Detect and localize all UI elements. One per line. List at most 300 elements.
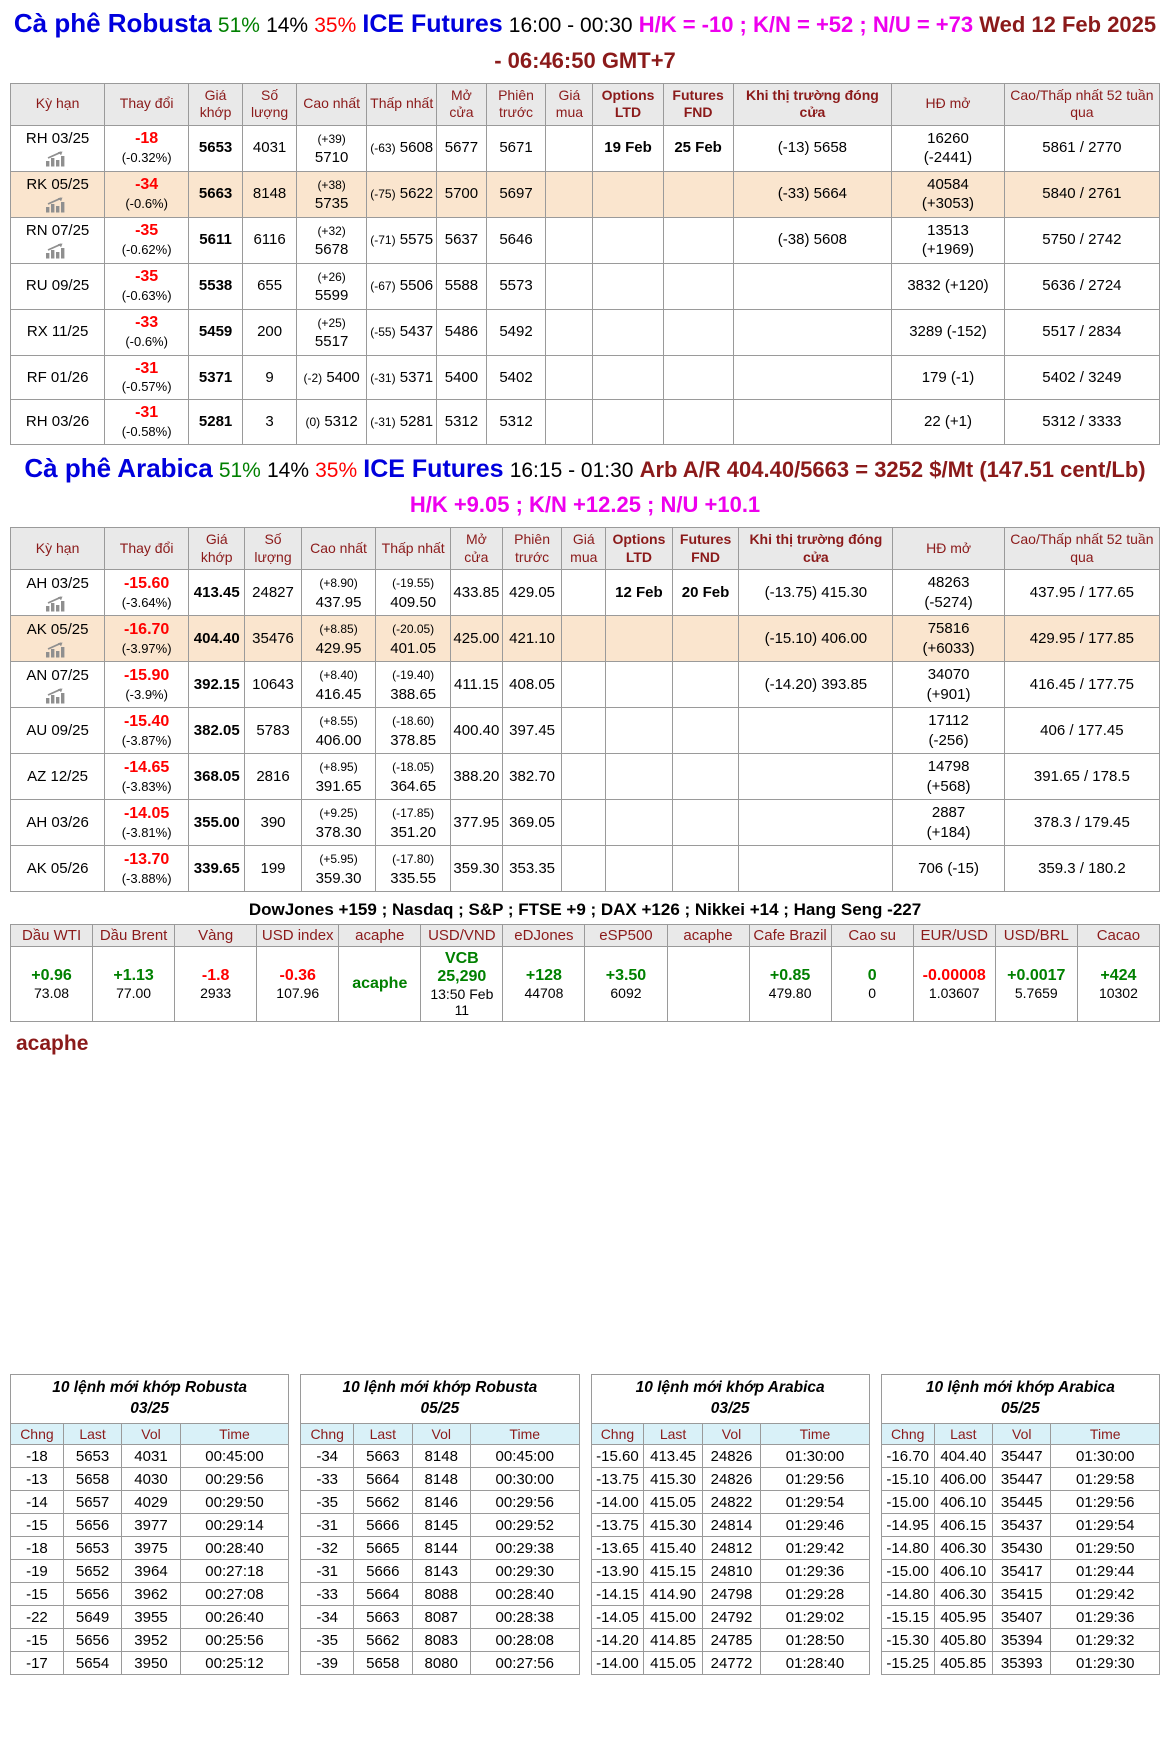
change-pct: (-3.9%) — [125, 686, 168, 702]
last-cell: 415.15 — [644, 1560, 702, 1583]
low-change: (-18.60) — [392, 714, 435, 729]
arabica-pct-green: 51% — [218, 458, 261, 482]
robusta-table — [10, 83, 1160, 445]
last-cell: 413.45 — [644, 1445, 702, 1468]
last-cell: 368.05 — [189, 754, 245, 800]
contract-label: AK 05/25 — [26, 621, 89, 639]
misc-cell — [11, 947, 93, 1022]
misc-value: 73.08 — [34, 985, 70, 1002]
trades-cols-row — [591, 1424, 869, 1445]
time-cell: 00:28:38 — [470, 1606, 579, 1629]
buy-cell — [562, 662, 606, 708]
col-time: Time — [470, 1424, 579, 1445]
last-cell: 5656 — [63, 1629, 121, 1652]
open-cell: 388.20 — [451, 754, 503, 800]
high-value: 359.30 — [315, 869, 362, 887]
vol-cell: 35437 — [993, 1514, 1051, 1537]
high-change: (+25) — [317, 315, 346, 330]
high-value: 5400 — [326, 368, 360, 386]
misc-cell — [93, 947, 175, 1022]
contract-cell — [11, 263, 105, 309]
last-cell: 339.65 — [189, 846, 245, 892]
market-summary-header-row — [11, 925, 1160, 947]
chng-cell: -14.00 — [591, 1491, 644, 1514]
contract-cell — [11, 355, 105, 400]
last-cell: 5371 — [189, 355, 243, 400]
last-cell: 5665 — [354, 1537, 412, 1560]
trades-row — [301, 1537, 579, 1560]
arabica-exchange: ICE Futures — [363, 454, 504, 483]
change-value: -15.90 — [123, 667, 170, 685]
last-cell: 5653 — [189, 125, 243, 171]
chng-cell: -16.70 — [881, 1445, 934, 1468]
col-cao-nhat: Cao nhất — [301, 528, 376, 570]
volume-cell: 200 — [243, 309, 297, 355]
col-phien-truoc: Phiên trước — [486, 83, 546, 125]
time-cell: 00:25:12 — [180, 1652, 289, 1675]
last-cell: 382.05 — [189, 708, 245, 754]
col-futures-fnd: Futures FND — [672, 528, 739, 570]
col-vol: Vol — [993, 1424, 1051, 1445]
open-interest-cell: 2887 (+184) — [893, 800, 1004, 846]
chng-cell: -33 — [301, 1468, 354, 1491]
last-cell: 5281 — [189, 400, 243, 445]
prev-cell: 369.05 — [502, 800, 562, 846]
time-cell: 01:29:50 — [1051, 1537, 1160, 1560]
futures-fnd-cell: 20 Feb — [672, 570, 739, 616]
open-cell: 411.15 — [451, 662, 503, 708]
high-change: (+9.25) — [319, 806, 358, 821]
arabica-pct-mid: 14% — [266, 458, 309, 482]
misc-cell — [421, 947, 503, 1022]
col-futures-fnd: Futures FND — [663, 83, 733, 125]
misc-cell — [749, 947, 831, 1022]
last-cell: 355.00 — [189, 800, 245, 846]
col-thap-nhat: Thấp nhất — [367, 83, 437, 125]
open-cell: 377.95 — [451, 800, 503, 846]
buy-cell — [546, 217, 593, 263]
trades-row — [301, 1606, 579, 1629]
last-cell: 406.10 — [934, 1491, 992, 1514]
time-cell: 00:28:08 — [470, 1629, 579, 1652]
time-cell: 00:45:00 — [180, 1445, 289, 1468]
change-pct: (-3.97%) — [121, 640, 172, 656]
low-cell — [376, 662, 451, 708]
last-cell: 5663 — [189, 171, 243, 217]
time-cell: 00:27:18 — [180, 1560, 289, 1583]
change-value: -14.65 — [123, 759, 170, 777]
misc-label: Dầu WTI — [11, 925, 93, 947]
open-cell: 425.00 — [451, 616, 503, 662]
vol-cell: 35415 — [993, 1583, 1051, 1606]
futures-row — [11, 217, 1160, 263]
change-value: -18 — [135, 130, 159, 148]
low-change: (-31) — [370, 415, 396, 430]
misc-change: -0.00008 — [922, 967, 986, 985]
last-cell: 406.10 — [934, 1560, 992, 1583]
open-cell: 5700 — [437, 171, 486, 217]
trades-row — [11, 1652, 289, 1675]
change-cell — [105, 708, 189, 754]
robusta-header — [10, 4, 1160, 77]
trades-row — [591, 1606, 869, 1629]
contract-cell — [11, 708, 105, 754]
high-change: (+32) — [317, 223, 346, 238]
volume-cell: 10643 — [245, 662, 301, 708]
chart-icon[interactable] — [45, 595, 71, 612]
futures-fnd-cell — [663, 355, 733, 400]
misc-change: +0.85 — [769, 967, 811, 985]
open-interest-cell: 14798 (+568) — [893, 754, 1004, 800]
high-change: (+26) — [317, 269, 346, 284]
futures-row — [11, 171, 1160, 217]
robusta-pct-green: 51% — [217, 14, 260, 37]
chng-cell: -15.25 — [881, 1652, 934, 1675]
misc-cell — [175, 947, 257, 1022]
open-interest-cell: 3289 (-152) — [892, 309, 1005, 355]
volume-cell: 4031 — [243, 125, 297, 171]
futures-fnd-cell — [672, 754, 739, 800]
chart-icon[interactable] — [45, 687, 71, 704]
buy-cell — [546, 171, 593, 217]
volume-cell: 3 — [243, 400, 297, 445]
buy-cell — [546, 309, 593, 355]
chart-icon[interactable] — [45, 641, 71, 658]
last-cell: 5662 — [354, 1629, 412, 1652]
chng-cell: -15.30 — [881, 1629, 934, 1652]
misc-label: EUR/USD — [913, 925, 995, 947]
trades-title-month: 05/25 — [420, 1400, 460, 1418]
contract-cell — [11, 125, 105, 171]
col-mo-cua: Mở cửa — [451, 528, 503, 570]
col-last: Last — [354, 1424, 412, 1445]
chng-cell: -33 — [301, 1583, 354, 1606]
misc-cell — [503, 947, 585, 1022]
buy-cell — [562, 846, 606, 892]
trades-row — [11, 1629, 289, 1652]
options-ltd-cell — [593, 217, 663, 263]
chart-icon[interactable] — [45, 150, 71, 167]
spacer — [10, 1056, 1160, 1374]
contract-cell — [11, 217, 105, 263]
time-cell: 01:29:54 — [1051, 1514, 1160, 1537]
high-cell — [301, 708, 376, 754]
trades-title — [301, 1375, 579, 1424]
vol-cell: 24814 — [702, 1514, 760, 1537]
low-cell — [367, 263, 437, 309]
last-cell: 5664 — [354, 1468, 412, 1491]
trades-row — [301, 1468, 579, 1491]
range-52w-cell: 378.3 / 179.45 — [1004, 800, 1159, 846]
change-cell — [105, 662, 189, 708]
change-value: -14.05 — [123, 805, 170, 823]
change-value: -16.70 — [123, 621, 170, 639]
chng-cell: -14.00 — [591, 1652, 644, 1675]
close-market-cell: (-13.75) 415.30 — [739, 570, 893, 616]
last-cell: 415.30 — [644, 1468, 702, 1491]
close-market-cell: (-15.10) 406.00 — [739, 616, 893, 662]
change-value: -15.40 — [123, 713, 170, 731]
futures-row — [11, 846, 1160, 892]
volume-cell: 390 — [245, 800, 301, 846]
volume-cell: 5783 — [245, 708, 301, 754]
trades-table-robusta-0525 — [300, 1374, 579, 1675]
volume-cell: 6116 — [243, 217, 297, 263]
col-gia-mua: Giá mua — [562, 528, 606, 570]
open-interest-cell: 22 (+1) — [892, 400, 1005, 445]
vol-cell: 3977 — [122, 1514, 180, 1537]
chng-cell: -19 — [11, 1560, 64, 1583]
high-change: (+39) — [317, 131, 346, 146]
col-gia-khop: Giá khớp — [189, 528, 245, 570]
market-summary-table — [10, 924, 1160, 1022]
change-value: -35 — [135, 222, 159, 240]
options-ltd-cell: 19 Feb — [593, 125, 663, 171]
col-open-interest: HĐ mở — [892, 83, 1005, 125]
trades-row — [881, 1583, 1159, 1606]
last-cell: 5649 — [63, 1606, 121, 1629]
trades-row — [11, 1560, 289, 1583]
time-cell: 00:29:50 — [180, 1491, 289, 1514]
close-market-cell — [739, 708, 893, 754]
high-cell — [301, 754, 376, 800]
col-time: Time — [180, 1424, 289, 1445]
trades-row — [881, 1491, 1159, 1514]
low-value: 5608 — [399, 139, 434, 157]
time-cell: 00:29:52 — [470, 1514, 579, 1537]
trades-title-text: 10 lệnh mới khớp Robusta — [52, 1379, 248, 1397]
world-indices-line: DowJones +159 ; Nasdaq ; S&P ; FTSE +9 ; DAX +126 ; Nikkei +14 ; Hang Seng -227 — [248, 900, 922, 920]
futures-row — [11, 662, 1160, 708]
vol-cell: 24798 — [702, 1583, 760, 1606]
low-value: 5437 — [399, 323, 434, 341]
misc-change: +128 — [525, 967, 562, 985]
trades-title — [591, 1375, 869, 1424]
vol-cell: 4029 — [122, 1491, 180, 1514]
trades-row — [301, 1491, 579, 1514]
arabica-table — [10, 527, 1160, 892]
open-cell: 433.85 — [451, 570, 503, 616]
trades-row — [301, 1445, 579, 1468]
open-cell: 5400 — [437, 355, 486, 400]
chng-cell: -15 — [11, 1514, 64, 1537]
last-cell: 5538 — [189, 263, 243, 309]
last-cell: 5658 — [354, 1652, 412, 1675]
robusta-spreads: H/K = -10 ; K/N = +52 ; N/U = +73 — [638, 12, 974, 37]
chng-cell: -39 — [301, 1652, 354, 1675]
prev-cell: 397.45 — [502, 708, 562, 754]
low-change: (-19.55) — [392, 576, 435, 591]
chng-cell: -14.20 — [591, 1629, 644, 1652]
change-cell — [105, 309, 189, 355]
volume-cell: 24827 — [245, 570, 301, 616]
time-cell: 01:29:58 — [1051, 1468, 1160, 1491]
prev-cell: 353.35 — [502, 846, 562, 892]
futures-fnd-cell — [672, 708, 739, 754]
contract-label: RH 03/26 — [25, 413, 90, 431]
last-cell: 5459 — [189, 309, 243, 355]
last-cell: 5658 — [63, 1468, 121, 1491]
contract-label: AN 07/25 — [26, 667, 89, 685]
close-market-cell: (-14.20) 393.85 — [739, 662, 893, 708]
low-cell — [376, 570, 451, 616]
chng-cell: -15.00 — [881, 1560, 934, 1583]
time-cell: 01:30:00 — [761, 1445, 870, 1468]
futures-row — [11, 125, 1160, 171]
misc-cell — [913, 947, 995, 1022]
high-cell — [301, 846, 376, 892]
contract-cell — [11, 800, 105, 846]
last-cell: 5663 — [354, 1606, 412, 1629]
vol-cell: 3950 — [122, 1652, 180, 1675]
chng-cell: -14.80 — [881, 1537, 934, 1560]
time-cell: 01:29:56 — [761, 1468, 870, 1491]
low-value: 5281 — [399, 413, 434, 431]
trades-row — [11, 1468, 289, 1491]
contract-cell — [11, 570, 105, 616]
chng-cell: -35 — [301, 1491, 354, 1514]
col-gia-khop: Giá khớp — [189, 83, 243, 125]
vol-cell: 8088 — [412, 1583, 470, 1606]
last-cell: 5657 — [63, 1491, 121, 1514]
chng-cell: -14 — [11, 1491, 64, 1514]
misc-change: acaphe — [352, 975, 408, 993]
change-pct: (-0.63%) — [121, 287, 172, 303]
col-last: Last — [63, 1424, 121, 1445]
vol-cell: 3955 — [122, 1606, 180, 1629]
change-value: -15.60 — [123, 575, 170, 593]
futures-row — [11, 309, 1160, 355]
trades-row — [591, 1629, 869, 1652]
time-cell: 01:29:28 — [761, 1583, 870, 1606]
prev-cell: 5697 — [486, 171, 546, 217]
vol-cell: 8080 — [412, 1652, 470, 1675]
contract-cell — [11, 846, 105, 892]
misc-value: 1.03607 — [928, 985, 980, 1002]
low-cell — [367, 355, 437, 400]
misc-value: 0 — [868, 985, 877, 1002]
high-cell — [297, 309, 367, 355]
range-52w-cell: 5840 / 2761 — [1004, 171, 1159, 217]
contract-cell — [11, 754, 105, 800]
vol-cell: 8146 — [412, 1491, 470, 1514]
range-52w-cell: 437.95 / 177.65 — [1004, 570, 1159, 616]
futures-row — [11, 616, 1160, 662]
buy-cell — [546, 263, 593, 309]
buy-cell — [562, 708, 606, 754]
last-cell: 406.15 — [934, 1514, 992, 1537]
close-market-cell — [733, 263, 892, 309]
trades-row — [11, 1537, 289, 1560]
range-52w-cell: 5312 / 3333 — [1004, 400, 1159, 445]
low-cell — [367, 217, 437, 263]
high-change: (+38) — [317, 177, 346, 192]
robusta-header-row — [11, 83, 1160, 125]
change-cell — [105, 800, 189, 846]
high-cell — [297, 217, 367, 263]
trades-row — [11, 1606, 289, 1629]
change-value: -13.70 — [123, 851, 170, 869]
contract-cell — [11, 662, 105, 708]
high-change: (-2) — [303, 370, 323, 385]
change-cell — [105, 125, 189, 171]
misc-value: 13:50 Feb 11 — [430, 986, 494, 1019]
vol-cell: 8148 — [412, 1468, 470, 1491]
open-cell: 5677 — [437, 125, 486, 171]
misc-value: 107.96 — [276, 985, 320, 1002]
misc-cell — [1077, 947, 1159, 1022]
chng-cell: -34 — [301, 1606, 354, 1629]
col-last: Last — [934, 1424, 992, 1445]
misc-label: Cao su — [831, 925, 913, 947]
change-cell — [105, 400, 189, 445]
options-ltd-cell — [593, 400, 663, 445]
high-cell — [297, 171, 367, 217]
low-change: (-17.85) — [392, 806, 435, 821]
chart-icon[interactable] — [45, 196, 71, 213]
high-change: (+8.40) — [319, 668, 358, 683]
last-cell: 406.30 — [934, 1583, 992, 1606]
buy-cell — [546, 400, 593, 445]
high-value: 5312 — [324, 413, 358, 431]
misc-label: USD/VND — [421, 925, 503, 947]
range-52w-cell: 391.65 / 178.5 — [1004, 754, 1159, 800]
time-cell: 00:29:14 — [180, 1514, 289, 1537]
close-market-cell — [739, 800, 893, 846]
last-cell: 404.40 — [189, 616, 245, 662]
buy-cell — [546, 355, 593, 400]
prev-cell: 408.05 — [502, 662, 562, 708]
trades-row — [301, 1652, 579, 1675]
vol-cell: 8087 — [412, 1606, 470, 1629]
last-cell: 415.00 — [644, 1606, 702, 1629]
vol-cell: 3964 — [122, 1560, 180, 1583]
time-cell: 01:29:32 — [1051, 1629, 1160, 1652]
open-cell: 5637 — [437, 217, 486, 263]
chng-cell: -13 — [11, 1468, 64, 1491]
chng-cell: -17 — [11, 1652, 64, 1675]
vol-cell: 24826 — [702, 1468, 760, 1491]
change-cell — [105, 846, 189, 892]
time-cell: 00:29:38 — [470, 1537, 579, 1560]
last-cell: 415.05 — [644, 1491, 702, 1514]
trades-row — [881, 1629, 1159, 1652]
last-cell: 405.95 — [934, 1606, 992, 1629]
trades-row — [301, 1629, 579, 1652]
col-vol: Vol — [122, 1424, 180, 1445]
prev-cell: 382.70 — [502, 754, 562, 800]
low-value: 409.50 — [390, 593, 437, 611]
volume-cell: 655 — [243, 263, 297, 309]
chart-icon[interactable] — [45, 242, 71, 259]
vol-cell: 8083 — [412, 1629, 470, 1652]
range-52w-cell: 406 / 177.45 — [1004, 708, 1159, 754]
trades-row — [301, 1514, 579, 1537]
arabica-hours: 16:15 - 01:30 — [509, 458, 634, 482]
misc-label: Dầu Brent — [93, 925, 175, 947]
options-ltd-cell — [606, 800, 673, 846]
open-cell: 5588 — [437, 263, 486, 309]
col-ky-han: Kỳ hạn — [11, 83, 105, 125]
vol-cell: 35407 — [993, 1606, 1051, 1629]
misc-value: 10302 — [1098, 985, 1138, 1002]
vol-cell: 24826 — [702, 1445, 760, 1468]
futures-row — [11, 570, 1160, 616]
low-change: (-31) — [370, 370, 396, 385]
time-cell: 00:26:40 — [180, 1606, 289, 1629]
trades-cols-row — [11, 1424, 289, 1445]
col-thap-nhat: Thấp nhất — [376, 528, 451, 570]
